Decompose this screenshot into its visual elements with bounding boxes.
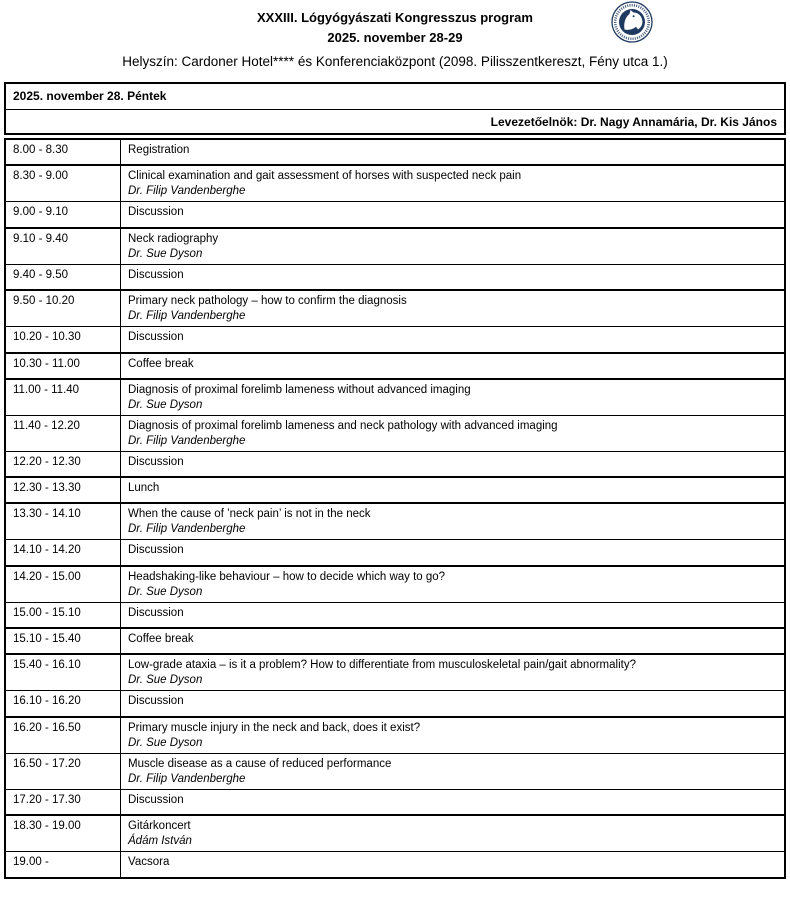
session-title: Diagnosis of proximal forelimb lameness and neck pathology with advanced imaging [128, 419, 558, 432]
schedule-row [5, 379, 785, 416]
schedule-row [5, 290, 785, 327]
session-time: 18.30 - 19.00 [5, 815, 121, 852]
session-time: 11.00 - 11.40 [5, 379, 121, 416]
session-cell [121, 691, 786, 717]
schedule-row [5, 654, 785, 691]
congress-dates: 2025. november 28-29 [327, 30, 463, 45]
session-title: Discussion [128, 793, 184, 806]
session-title: Gitárkoncert [128, 820, 191, 832]
session-speaker: Dr. Filip Vandenberghe [128, 185, 246, 197]
session-time: 12.30 - 13.30 [5, 477, 121, 503]
session-cell [121, 566, 786, 603]
session-speaker: Dr. Filip Vandenberghe [128, 434, 246, 447]
schedule-row [5, 451, 785, 477]
session-cell [121, 654, 786, 691]
schedule-row [5, 139, 785, 165]
session-title: Diagnosis of proximal forelimb lameness without advanced imaging [128, 383, 471, 396]
schedule-body [5, 139, 785, 878]
session-time: 11.40 - 12.20 [5, 415, 121, 451]
session-title: Muscle disease as a cause of reduced performance [128, 757, 392, 770]
session-cell [121, 327, 786, 353]
session-title: Coffee break [128, 357, 194, 370]
program-tables [4, 82, 786, 879]
schedule-row [5, 477, 785, 503]
schedule-row [5, 789, 785, 815]
schedule-row [5, 202, 785, 228]
session-time: 14.10 - 14.20 [5, 540, 121, 566]
session-time: 15.00 - 15.10 [5, 602, 121, 628]
session-title: Discussion [128, 606, 184, 619]
session-cell [121, 815, 786, 852]
schedule-row [5, 691, 785, 717]
schedule-row [5, 503, 785, 540]
session-speaker: Dr. Sue Dyson [128, 585, 203, 598]
session-time: 9.50 - 10.20 [5, 290, 121, 327]
session-title: Discussion [128, 268, 184, 281]
session-time: 12.20 - 12.30 [5, 451, 121, 477]
schedule-row [5, 540, 785, 566]
day-header-row [5, 83, 785, 109]
session-time: 15.40 - 16.10 [5, 654, 121, 691]
session-time: 10.30 - 11.00 [5, 353, 121, 379]
session-cell [121, 628, 786, 654]
schedule-row [5, 628, 785, 654]
schedule-row [5, 717, 785, 754]
session-speaker: Dr. Filip Vandenberghe [128, 523, 246, 535]
schedule-row [5, 353, 785, 379]
session-title: Lunch [128, 482, 160, 494]
session-time: 19.00 - [5, 852, 121, 878]
session-cell [121, 451, 786, 477]
document-header [0, 0, 790, 72]
session-title: Discussion [128, 206, 184, 218]
session-speaker: Dr. Sue Dyson [128, 247, 203, 260]
session-cell [121, 228, 786, 265]
session-time: 16.10 - 16.20 [5, 691, 121, 717]
session-time: 9.10 - 9.40 [5, 228, 121, 265]
session-speaker: Dr. Filip Vandenberghe [128, 310, 246, 322]
session-time: 10.20 - 10.30 [5, 327, 121, 353]
session-cell [121, 789, 786, 815]
session-title: Neck radiography [128, 232, 219, 245]
session-title: Clinical examination and gait assessment of horses with suspected neck pain [128, 170, 522, 182]
session-time: 8.30 - 9.00 [5, 165, 121, 202]
equine-association-seal-icon [611, 1, 653, 43]
schedule-row [5, 327, 785, 353]
schedule-table [4, 138, 786, 879]
schedule-row [5, 165, 785, 202]
session-time: 13.30 - 14.10 [5, 503, 121, 540]
session-cell [121, 202, 786, 228]
schedule-row [5, 566, 785, 603]
session-title: Low-grade ataxia – is it a problem? How to differentiate from musculoskeletal pain/gait abnormality? [128, 659, 636, 671]
chairs-label: Levezetőelnök: Dr. Nagy Annamária, Dr. Kis János [490, 114, 777, 129]
venue-line: Helyszín: Cardoner Hotel**** és Konferenciaközpont (2098. Pilisszentkereszt, Fény utca 1.) [122, 54, 668, 69]
session-speaker: Dr. Sue Dyson [128, 736, 203, 749]
schedule-row [5, 852, 785, 878]
session-title: Headshaking-like behaviour – how to decide which way to go? [128, 570, 446, 583]
session-speaker: Ádám István [128, 835, 192, 847]
session-speaker: Dr. Sue Dyson [128, 398, 203, 411]
congress-title: XXXIII. Lógyógyászati Kongresszus program [257, 10, 533, 25]
session-title: Discussion [128, 331, 184, 343]
schedule-row [5, 264, 785, 290]
session-title: Primary neck pathology – how to confirm the diagnosis [128, 295, 407, 307]
schedule-row [5, 753, 785, 789]
session-title: When the cause of ’neck pain’ is not in the neck [128, 508, 371, 520]
program-header-table [4, 82, 786, 135]
session-cell [121, 379, 786, 416]
session-cell [121, 602, 786, 628]
chairs-row [5, 109, 785, 134]
session-cell [121, 717, 786, 754]
session-cell [121, 353, 786, 379]
session-title: Discussion [128, 695, 184, 707]
session-cell [121, 503, 786, 540]
session-cell [121, 165, 786, 202]
session-title: Primary muscle injury in the neck and back, does it exist? [128, 721, 421, 734]
session-cell [121, 290, 786, 327]
session-cell [121, 477, 786, 503]
session-speaker: Dr. Sue Dyson [128, 674, 203, 686]
session-title: Registration [128, 144, 190, 156]
session-title: Vacsora [128, 856, 170, 868]
session-cell [121, 415, 786, 451]
schedule-row [5, 415, 785, 451]
session-title: Discussion [128, 455, 184, 468]
schedule-row [5, 815, 785, 852]
session-time: 15.10 - 15.40 [5, 628, 121, 654]
session-time: 9.40 - 9.50 [5, 264, 121, 290]
schedule-row [5, 602, 785, 628]
session-cell [121, 753, 786, 789]
session-time: 9.00 - 9.10 [5, 202, 121, 228]
session-time: 14.20 - 15.00 [5, 566, 121, 603]
session-cell [121, 852, 786, 878]
session-time: 17.20 - 17.30 [5, 789, 121, 815]
session-cell [121, 540, 786, 566]
session-cell [121, 264, 786, 290]
session-title: Discussion [128, 544, 184, 556]
schedule-row [5, 228, 785, 265]
session-cell [121, 139, 786, 165]
session-time: 8.00 - 8.30 [5, 139, 121, 165]
session-time: 16.50 - 17.20 [5, 753, 121, 789]
day-header: 2025. november 28. Péntek [13, 89, 167, 103]
session-speaker: Dr. Filip Vandenberghe [128, 772, 246, 785]
session-time: 16.20 - 16.50 [5, 717, 121, 754]
session-title: Coffee break [128, 633, 194, 645]
